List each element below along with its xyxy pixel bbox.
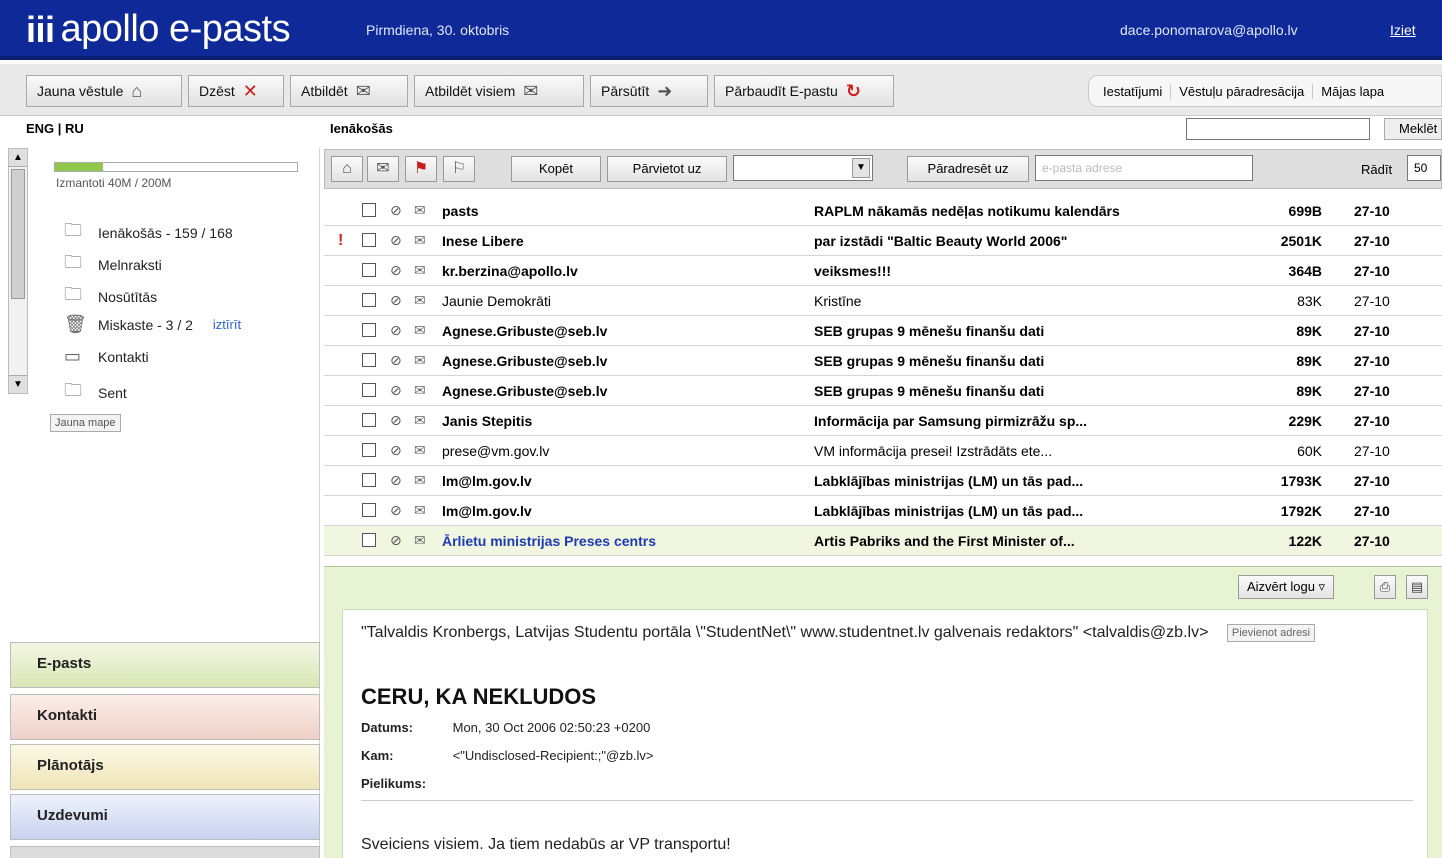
envelope-icon: ✉ [414,532,426,548]
message-subject: CERU, KA NEKLUDOS [361,684,597,709]
folder-contacts[interactable] [64,346,149,367]
message-subject[interactable]: par izstādi "Baltic Beauty World 2006" [814,232,1068,249]
date-label: Datums: [361,720,414,735]
row-checkbox[interactable] [362,203,376,217]
row-checkbox[interactable] [362,383,376,397]
message-row[interactable] [324,496,1442,526]
close-preview-button[interactable] [1238,575,1334,599]
folder-drafts[interactable] [64,250,162,280]
date-value: Mon, 30 Oct 2006 02:50:23 +0200 [452,720,651,735]
message-attachments [361,776,449,791]
message-date [361,720,650,735]
folder-sent[interactable] [64,378,127,408]
priority-icon: ! [338,231,344,249]
nav-email[interactable]: E-pasts [10,642,320,688]
message-size: 1793K [1280,472,1322,489]
reply-button[interactable] [290,75,408,107]
check-mail-label: Pārbaudīt E-pastu [725,83,838,99]
reply-all-button[interactable] [414,75,584,107]
forward-button[interactable] [590,75,708,107]
attachment-icon: ⊘ [390,262,402,278]
message-size: 60K [1297,442,1322,459]
message-size: 229K [1288,412,1322,429]
settings-bar [1088,75,1442,107]
current-date: Pirmdiena, 30. oktobris [366,22,510,38]
message-sender[interactable]: lm@lm.gov.lv [442,472,532,489]
move-to-button[interactable]: Pārvietot uz [607,156,727,182]
message-date: 27-10 [1354,502,1390,519]
message-row[interactable] [324,406,1442,436]
quota-bar [54,162,298,172]
folder-icon: 🗀 [64,380,82,400]
scroll-down-icon[interactable]: ▼ [9,375,27,393]
folder-trash[interactable] [64,314,241,335]
reply-icon: ✉ [355,80,371,101]
to-value: <"Undisclosed-Recipient:;"@zb.lv> [452,748,654,763]
sidebar [4,148,320,858]
check-mail-button[interactable] [714,75,894,107]
refresh-icon: ↻ [845,80,861,101]
attachment-icon: ⊘ [390,442,402,458]
forward-icon: ➜ [657,80,673,101]
message-row[interactable] [324,466,1442,496]
settings-link[interactable]: Iestatījumi [1089,84,1171,99]
envelope-icon: ✉ [414,322,426,338]
message-sender[interactable]: Ārlietu ministrijas Preses centrs [442,532,656,549]
message-sender[interactable]: Janis Stepitis [442,412,533,429]
message-date: 27-10 [1354,412,1390,429]
show-count-label: Rādīt [1361,162,1393,177]
main-toolbar [0,64,1442,116]
message-date: 27-10 [1354,232,1390,249]
message-sender[interactable]: lm@lm.gov.lv [442,502,532,519]
message-date: 27-10 [1354,382,1390,399]
envelope-icon: ✉ [414,232,426,248]
message-subject[interactable]: VM informācija presei! Izstrādāts ete... [814,442,1053,459]
message-date: 27-10 [1354,292,1390,309]
message-subject[interactable]: RAPLM nākamās nedēļas notikumu kalendārs [814,202,1120,219]
message-row[interactable] [324,376,1442,406]
folder-label: Nosūtītās [98,289,158,305]
reply-label: Atbildēt [301,83,348,99]
folder-label: Sent [98,385,127,401]
message-size: 699B [1288,202,1322,219]
attachment-icon: ⊘ [390,232,402,248]
chevron-down-icon: ▼ [852,158,870,178]
attachment-icon: ⊘ [390,202,402,218]
folder-icon: 🗀 [64,252,82,272]
message-subject[interactable]: SEB grupas 9 mēnešu finanšu dati [814,382,1045,399]
source-icon[interactable]: ▤ [1406,575,1428,599]
message-subject[interactable]: Labklājības ministrijas (LM) un tās pad... [814,472,1084,489]
new-message-button[interactable] [26,75,182,107]
to-label: Kam: [361,748,394,763]
message-subject[interactable]: Labklājības ministrijas (LM) un tās pad... [814,502,1084,519]
message-size: 89K [1296,352,1322,369]
message-date: 27-10 [1354,262,1390,279]
apollo-logo[interactable] [26,8,290,51]
message-size: 1792K [1280,502,1322,519]
preview-body [342,609,1428,858]
close-preview-label: Aizvērt logu [1247,579,1315,594]
envelope-icon: ✉ [414,262,426,278]
message-date: 27-10 [1354,352,1390,369]
message-body-text: Sveiciens visiem. Ja tiem nedabūs ar VP transportu! [361,836,731,853]
redirect-link[interactable]: Vēstuļu pāradresācija [1171,84,1313,99]
message-recipient [361,748,654,763]
message-sender[interactable]: pasts [442,202,479,219]
envelope-icon: ✉ [414,442,426,458]
apollo-logo-mark: iii [26,8,55,50]
envelope-icon: ✉ [414,382,426,398]
envelope-icon: ✉ [414,292,426,308]
move-folder-select[interactable] [733,155,873,181]
home-icon[interactable]: ⌂ [331,156,363,182]
folder-label: Miskaste - 3 / 2 [98,316,193,333]
message-subject[interactable]: veiksmes!!! [814,262,892,279]
message-subject[interactable]: Informācija par Samsung pirmizrāžu sp... [814,412,1088,429]
message-date: 27-10 [1354,322,1390,339]
message-size: 89K [1296,322,1322,339]
row-checkbox[interactable] [362,233,376,247]
folder-inbox[interactable] [64,218,233,248]
message-subject[interactable]: SEB grupas 9 mēnešu finanšu dati [814,352,1045,369]
message-row[interactable] [324,346,1442,376]
sender-line [361,622,1321,644]
inbox-icon: 🗀 [64,220,82,240]
add-address-button[interactable]: Pievienot adresi [1227,624,1315,642]
contacts-icon: ▭ [64,346,82,366]
delete-label: Dzēst [199,83,235,99]
message-row[interactable] [324,316,1442,346]
forward-to-button[interactable]: Pāradresēt uz [907,156,1029,182]
folder-label: Kontakti [98,348,149,365]
row-checkbox[interactable] [362,413,376,427]
scroll-up-icon[interactable]: ▲ [9,149,27,167]
folder-icon: 🗀 [64,284,82,304]
reply-all-label: Atbildēt visiem [425,83,516,99]
reply-all-icon: ✉ [523,80,539,101]
row-checkbox[interactable] [362,323,376,337]
message-size: 122K [1288,532,1322,549]
delete-button[interactable] [188,75,284,107]
preview-pane [324,566,1442,858]
folder-label: Ienākošās - 159 / 168 [98,225,233,241]
message-date: 27-10 [1354,472,1390,489]
delete-icon: ✕ [242,80,258,101]
attachment-icon: ⊘ [390,352,402,368]
tag-icon[interactable]: ⚐ [443,156,475,182]
nav-tasks[interactable]: Uzdevumi [10,794,320,840]
message-date: 27-10 [1354,442,1390,459]
message-list-toolbar [324,149,1442,189]
message-sender[interactable]: prese@vm.gov.lv [442,442,550,459]
attachment-icon: ⊘ [390,412,402,428]
row-checkbox[interactable] [362,263,376,277]
message-row[interactable] [324,256,1442,286]
filter-icon: ▿ [1318,579,1326,594]
message-list [324,196,1442,558]
sidebar-scrollbar[interactable] [8,148,28,394]
new-message-icon: ⌂ [131,80,143,101]
message-size: 89K [1296,382,1322,399]
envelope-icon: ✉ [414,352,426,368]
search-input[interactable] [1186,118,1370,140]
message-row[interactable] [324,196,1442,226]
quota-label: Izmantoti 40M / 200M [56,176,172,190]
nav-contacts[interactable]: Kontakti [10,694,320,740]
nav-more[interactable] [10,846,320,858]
flag-icon[interactable]: ⚑ [405,156,437,182]
message-size: 2501K [1280,232,1322,249]
folder-label: Melnraksti [98,257,162,273]
new-message-label: Jauna vēstule [37,83,124,99]
envelope-icon: ✉ [414,202,426,218]
empty-trash-link[interactable]: iztīrīt [212,317,242,332]
message-subject[interactable]: SEB grupas 9 mēnešu finanšu dati [814,322,1045,339]
row-checkbox[interactable] [362,443,376,457]
message-sender[interactable]: Agnese.Gribuste@seb.lv [442,322,608,339]
envelope-icon: ✉ [414,412,426,428]
logout-link[interactable]: Iziet [1390,22,1416,38]
message-sender[interactable]: Agnese.Gribuste@seb.lv [442,352,608,369]
folder-sent-items[interactable] [64,282,157,312]
quota-fill [55,163,103,171]
message-row[interactable] [324,436,1442,466]
message-sender[interactable]: kr.berzina@apollo.lv [442,262,578,279]
attachment-icon: ⊘ [390,532,402,548]
scroll-thumb[interactable] [11,169,25,299]
apollo-logo-text: apollo e-pasts [60,8,291,50]
search-button[interactable]: Meklēt [1384,118,1442,140]
copy-button[interactable]: Kopēt [511,156,601,182]
message-row[interactable] [324,226,1442,256]
envelope-icon: ✉ [414,472,426,488]
divider [361,800,1413,801]
forward-label: Pārsūtīt [601,83,650,99]
language-switch[interactable]: ENG | RU [26,121,84,136]
forward-address-input[interactable]: e-pasta adrese [1035,155,1253,181]
trash-icon: 🗑 [64,314,87,334]
message-sender[interactable]: Jaunie Demokrāti [442,292,551,309]
nav-planner[interactable]: Plānotājs [10,744,320,790]
row-checkbox[interactable] [362,533,376,547]
attachment-icon: ⊘ [390,292,402,308]
row-checkbox[interactable] [362,293,376,307]
message-row[interactable] [324,526,1442,556]
folder-title: Ienākošās [330,121,393,136]
message-subject[interactable]: Kristīne [814,292,862,309]
app-header [0,0,1442,60]
message-sender[interactable]: Inese Libere [442,232,524,249]
row-checkbox[interactable] [362,353,376,367]
attachment-icon: ⊘ [390,472,402,488]
envelope-icon: ✉ [414,502,426,518]
attachment-icon: ⊘ [390,322,402,338]
print-icon[interactable]: ⎙ [1374,575,1396,599]
attachment-icon: ⊘ [390,502,402,518]
row-checkbox[interactable] [362,473,376,487]
home-link[interactable]: Mājas lapa [1321,83,1385,99]
message-subject[interactable]: Artis Pabriks and the First Minister of... [814,532,1075,549]
message-sender[interactable]: Agnese.Gribuste@seb.lv [442,382,608,399]
mail-icon[interactable]: ✉ [367,156,399,182]
message-date: 27-10 [1354,532,1390,549]
show-count-input[interactable]: 50 [1407,155,1441,181]
row-checkbox[interactable] [362,503,376,517]
message-size: 83K [1297,292,1322,309]
message-row[interactable] [324,286,1442,316]
message-size: 364B [1288,262,1322,279]
preview-toolbar [324,567,1442,607]
new-folder-button[interactable]: Jauna mape [50,414,121,432]
sender-address: "Talvaldis Kronbergs, Latvijas Studentu portāla \"StudentNet\" www.studentnet.lv galvenais redaktors" <talvaldis@zb.lv> [361,624,1209,641]
attachment-icon: ⊘ [390,382,402,398]
attachments-label: Pielikums: [361,776,427,791]
user-email: dace.ponomarova@apollo.lv [1120,22,1298,38]
message-date: 27-10 [1354,202,1390,219]
